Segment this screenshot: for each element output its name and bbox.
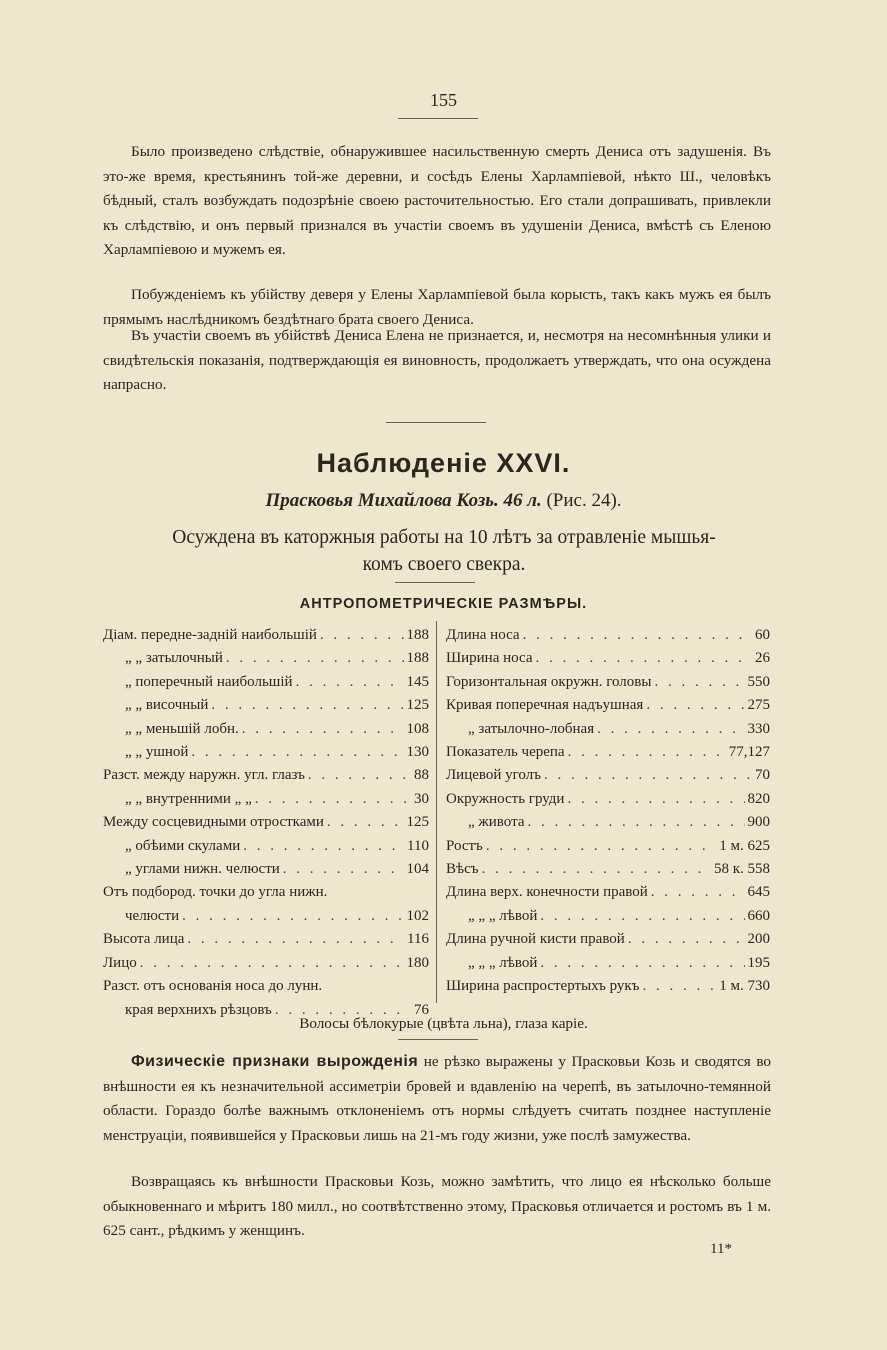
measurement-value: 200	[747, 931, 770, 948]
measurement-row	[446, 881, 770, 904]
measurement-row	[446, 811, 770, 834]
measurement-row	[446, 952, 770, 975]
measurement-label: „ „ затылочный	[125, 650, 223, 667]
leader-dots	[182, 905, 403, 928]
leader-dots	[568, 741, 726, 764]
measurement-label: Кривая поперечная надъушная	[446, 697, 644, 714]
subject-line	[0, 490, 887, 512]
divider	[386, 422, 486, 423]
divider	[398, 118, 478, 119]
measurement-value: 110	[407, 837, 429, 854]
paragraph-text: Возвращаясь къ внѣшности Прасковьи Козь, можно замѣтить, что лицо ея нѣсколько больше обыкновеннаго и мѣритъ 180 милл., но соотвѣтственно этому, Прасковья отличается и ростомъ въ 1 м. 625 сант., рѣдкимъ у женщинъ.	[103, 1173, 771, 1240]
leader-dots	[651, 881, 745, 904]
measurement-label: Разст. отъ основанія носа до лунн.	[103, 978, 323, 995]
measurement-row	[103, 624, 429, 647]
measurement-row	[103, 647, 429, 670]
paragraph-text: не рѣзко выражены у Прасковьи Козь и сводятся во внѣшности ея къ незначительной ассиметріи бровей и вдавленію на черепѣ, въ затылочно-темянной области. Гораздо болѣе важнымъ отклоненіемъ отъ нормы слѣдуетъ считать позднее наступленіе менструаціи, появившейся у Прасковьи лишь на 21-мъ году жизни, уже послѣ замужества.	[103, 1053, 771, 1144]
leader-dots	[211, 694, 403, 717]
measurement-row	[103, 928, 429, 951]
measurement-value: 330	[747, 720, 770, 737]
leader-dots	[255, 788, 411, 811]
measurement-row	[446, 835, 770, 858]
measurement-label: Лицо	[103, 954, 137, 971]
verdict	[100, 524, 788, 578]
leader-dots	[242, 718, 404, 741]
measurement-value: 70	[755, 767, 770, 784]
measurement-row	[446, 647, 770, 670]
measurements-left-column	[103, 624, 429, 1022]
divider	[398, 1039, 478, 1040]
leader-dots	[540, 905, 744, 928]
measurement-row	[446, 788, 770, 811]
measurement-value: 1 м. 625	[719, 837, 770, 854]
measurement-value: 820	[747, 790, 770, 807]
leader-dots	[187, 928, 404, 951]
measurement-value: 660	[747, 907, 770, 924]
paragraph	[103, 1050, 771, 1148]
signature-mark: 11*	[710, 1241, 732, 1257]
measurement-row	[446, 928, 770, 951]
measurement-label: Длина верх. конечности правой	[446, 884, 648, 901]
leader-dots	[308, 764, 411, 787]
measurement-row	[103, 718, 429, 741]
paragraph	[103, 140, 771, 263]
paragraph	[103, 1170, 771, 1244]
paragraph	[103, 324, 771, 398]
measurement-row	[446, 624, 770, 647]
measurement-label: „ „ внутренними „ „	[125, 790, 252, 807]
measurement-label: Лицевой уголъ	[446, 767, 541, 784]
paragraph-lead: Физическіе признаки вырожденія	[131, 1053, 419, 1070]
leader-dots	[642, 975, 716, 998]
leader-dots	[523, 624, 752, 647]
measurement-label: „ „ „ лѣвой	[468, 907, 538, 924]
leader-dots	[320, 624, 404, 647]
measurement-value: 125	[406, 814, 429, 831]
measurement-row	[103, 881, 429, 904]
leader-dots	[283, 858, 404, 881]
measurement-value: 145	[406, 673, 429, 690]
leader-dots	[597, 718, 744, 741]
measurement-value: 125	[406, 697, 429, 714]
measurement-row	[446, 975, 770, 998]
paragraph-text: Въ участіи своемъ въ убійствѣ Дениса Елена не признается, и, несмотря на несомнѣнныя улики и свидѣтельскія показанія, подтверждающія ея виновность, продолжаетъ утверждать, что она осуждена напрасно.	[103, 327, 771, 394]
measurement-label: Высота лица	[103, 931, 185, 948]
leader-dots	[486, 835, 716, 858]
leader-dots	[327, 811, 404, 834]
leader-dots	[540, 952, 744, 975]
measurement-value: 26	[755, 650, 770, 667]
leader-dots	[567, 788, 744, 811]
measurement-label: „ углами нижн. челюсти	[125, 861, 280, 878]
leader-dots	[482, 858, 711, 881]
measurement-row	[103, 952, 429, 975]
measurement-row	[446, 905, 770, 928]
leader-dots	[646, 694, 744, 717]
measurement-row	[103, 905, 429, 928]
measurement-label: Ростъ	[446, 837, 483, 854]
measurement-value: 76	[414, 1001, 429, 1018]
leader-dots	[140, 952, 404, 975]
measurement-row	[446, 764, 770, 787]
column-divider	[436, 621, 437, 1003]
leader-dots	[226, 647, 404, 670]
measurement-value: 188	[406, 650, 429, 667]
measurement-label: Длина носа	[446, 627, 520, 643]
anthropometry-title: АНТРОПОМЕТРИЧЕСКІЕ РАЗМѢРЫ.	[299, 596, 588, 612]
measurement-value: 58 к. 558	[713, 861, 770, 878]
measurement-row	[103, 835, 429, 858]
hair-eyes-note: Волосы бѣлокурые (цвѣта льна), глаза каріе.	[299, 1015, 588, 1032]
subject-name: Прасковья Михайлова Козь. 46 л.	[265, 490, 542, 511]
measurement-label: „ „ „ лѣвой	[468, 954, 538, 971]
verdict-line: Осуждена въ каторжныя работы на 10 лѣтъ за отравленіе мышья-	[172, 527, 716, 548]
measurement-row	[446, 694, 770, 717]
leader-dots	[296, 671, 404, 694]
measurement-label: „ живота	[468, 814, 525, 831]
verdict-line: комъ своего свекра.	[362, 554, 526, 575]
leader-dots	[628, 928, 745, 951]
measurement-label: „ поперечный наибольшій	[125, 673, 293, 690]
figure-ref: (Рис. 24).	[546, 490, 622, 511]
measurement-label: Діам. передне-задній наибольшій	[103, 627, 317, 643]
measurement-row	[103, 858, 429, 881]
paragraph-text: Было произведено слѣдствіе, обнаружившее насильственную смерть Дениса отъ задушенія. Въ это-же время, крестьянинъ той-же деревни, и сосѣдъ Елены Харлампіевой, нѣкто Ш., человѣкъ бѣдный, сталъ возбуждать подозрѣніе своею расточительностью. Его стали допрашивать, привлекли къ слѣдствію, и онъ первый признался въ участіи своемъ въ удушеніи Дениса, вмѣстѣ съ Еленою Харлампіевою и мужемъ ея.	[103, 143, 771, 259]
measurement-label: „ „ меньшій лобн.	[125, 720, 239, 737]
leader-dots	[654, 671, 744, 694]
measurement-value: 102	[406, 907, 429, 924]
measurement-row	[446, 858, 770, 881]
measurement-label: „ обѣими скулами	[125, 837, 241, 854]
leader-dots	[544, 764, 752, 787]
measurement-label: Горизонтальная окружн. головы	[446, 673, 652, 690]
measurement-value: 130	[406, 744, 429, 761]
measurement-label: Показатель черепа	[446, 744, 565, 761]
measurement-value: 550	[747, 673, 770, 690]
measurement-row	[103, 741, 429, 764]
paragraph-text: Побужденіемъ къ убійству деверя у Елены Харлампіевой была корысть, такъ какъ мужъ ея былъ прямымъ наслѣдникомъ бездѣтнаго брата своего Дениса.	[103, 286, 771, 328]
measurement-value: 275	[747, 697, 770, 714]
leader-dots	[536, 647, 752, 670]
measurement-label: Ширина распростертыхъ рукъ	[446, 978, 640, 995]
measurement-value: 30	[414, 790, 429, 807]
measurement-label: „ „ височный	[125, 697, 209, 714]
measurement-label: „ „ ушной	[125, 744, 189, 761]
measurement-label: Вѣсъ	[446, 861, 479, 878]
measurement-label: Разст. между наружн. угл. глазъ	[103, 767, 305, 784]
measurement-value: 188	[406, 627, 429, 643]
measurements-right-column	[446, 624, 770, 999]
measurement-value: 195	[747, 954, 770, 971]
measurement-label: Ширина носа	[446, 650, 533, 667]
page-number: 155	[430, 90, 457, 110]
measurement-label: Отъ подбород. точки до угла нижн.	[103, 884, 328, 901]
measurement-value: 180	[406, 954, 429, 971]
measurement-label: Между сосцевидными отростками	[103, 814, 324, 831]
divider	[395, 582, 475, 583]
measurement-value: 88	[414, 767, 429, 784]
measurement-label: Длина ручной кисти правой	[446, 931, 625, 948]
measurement-row	[446, 671, 770, 694]
measurement-value: 104	[406, 861, 429, 878]
leader-dots	[191, 741, 403, 764]
measurement-row	[446, 741, 770, 764]
measurement-row	[103, 764, 429, 787]
measurement-value: 108	[406, 720, 429, 737]
measurement-row	[103, 694, 429, 717]
measurement-value: 60	[755, 627, 770, 643]
measurement-label: челюсти	[125, 907, 180, 924]
measurement-row	[446, 718, 770, 741]
measurement-row	[103, 811, 429, 834]
measurement-row	[103, 671, 429, 694]
leader-dots	[527, 811, 744, 834]
measurement-label: края верхнихъ рѣзцовъ	[125, 1001, 272, 1018]
measurement-row	[103, 788, 429, 811]
leader-dots	[243, 835, 404, 858]
measurement-value: 645	[747, 884, 770, 901]
measurement-value: 116	[407, 931, 429, 948]
measurement-value: 77,127	[728, 744, 770, 761]
measurement-value: 1 м. 730	[719, 978, 770, 995]
measurement-label: „ затылочно-лобная	[468, 720, 595, 737]
observation-title: Наблюденіе XXVI.	[316, 448, 571, 478]
measurement-label: Окружность груди	[446, 790, 565, 807]
measurement-value: 900	[747, 814, 770, 831]
measurement-row	[103, 975, 429, 998]
